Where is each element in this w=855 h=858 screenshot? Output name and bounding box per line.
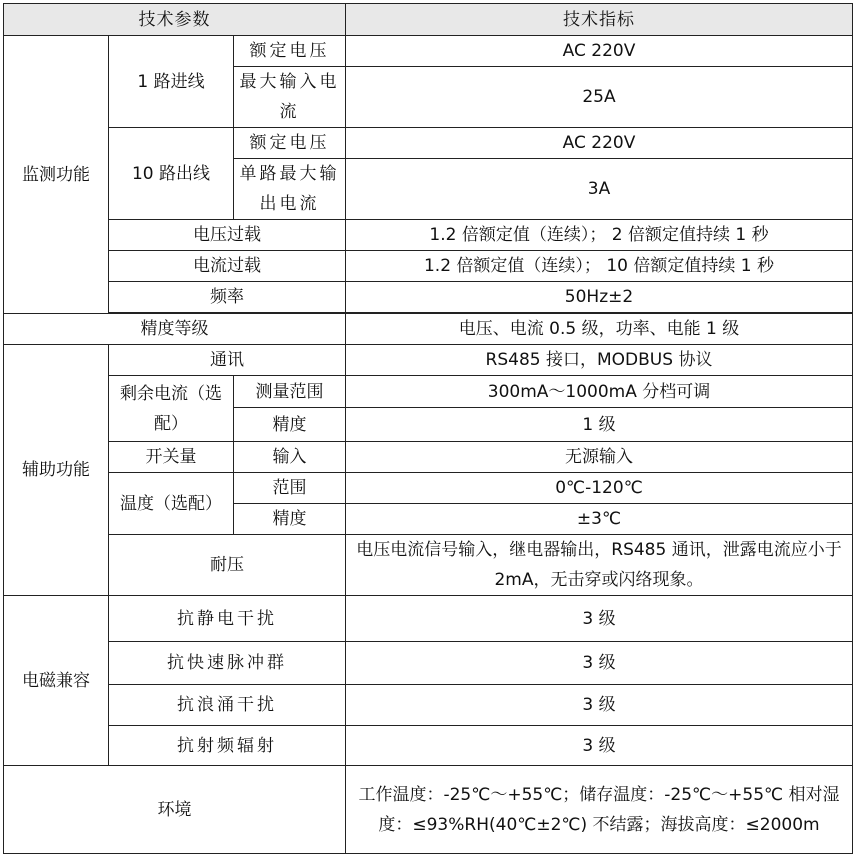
in-max-current-value: 25A	[346, 67, 853, 128]
in-rated-voltage-label: 额定电压	[234, 36, 346, 67]
out-single-max-value: 3A	[346, 159, 853, 220]
temp-range-value: 0℃-120℃	[346, 473, 853, 504]
residual-range-value: 300mA～1000mA 分档可调	[346, 376, 853, 408]
temp-range-label: 范围	[234, 473, 346, 504]
header-param: 技术参数	[4, 4, 346, 36]
accuracy-value: 电压、电流 0.5 级，功率、电能 1 级	[346, 314, 853, 345]
in-max-current-label: 最大输入电流	[234, 67, 346, 128]
group-emc: 电磁兼容	[4, 596, 109, 766]
residual-range-label: 测量范围	[234, 376, 346, 408]
frequency-label: 频率	[109, 282, 346, 313]
current-overload-value: 1.2 倍额定值（连续）； 10 倍额定值持续 1 秒	[346, 251, 853, 282]
emc-item-label: 抗浪涌干扰	[109, 685, 346, 726]
emc-item-label: 抗静电干扰	[109, 596, 346, 642]
emc-item-label: 抗快速脉冲群	[109, 642, 346, 685]
residual-precision-value: 1 级	[346, 408, 853, 442]
switch-label: 开关量	[109, 442, 234, 473]
accuracy-label: 精度等级	[4, 314, 346, 345]
header-row	[4, 4, 853, 36]
withstand-label: 耐压	[109, 535, 346, 596]
out-line-label: 10 路出线	[109, 128, 234, 220]
out-single-max-label: 单路最大输出电流	[234, 159, 346, 220]
temperature-label: 温度（选配）	[109, 473, 234, 535]
environment-value: 工作温度：-25℃～+55℃；储存温度：-25℃～+55℃ 相对湿度：≤93%RH(40℃±2℃) 不结露；海拔高度：≤2000m	[346, 766, 853, 854]
out-rated-voltage-value: AC 220V	[346, 128, 853, 159]
out-rated-voltage-label: 额定电压	[234, 128, 346, 159]
emc-item-value: 3 级	[346, 642, 853, 685]
switch-input-value: 无源输入	[346, 442, 853, 473]
emc-item-value: 3 级	[346, 685, 853, 726]
temp-precision-value: ±3℃	[346, 504, 853, 535]
residual-current-label: 剩余电流（选配）	[109, 376, 234, 442]
voltage-overload-label: 电压过载	[109, 220, 346, 251]
switch-input-label: 输入	[234, 442, 346, 473]
voltage-overload-value: 1.2 倍额定值（连续）； 2 倍额定值持续 1 秒	[346, 220, 853, 251]
spec-table	[3, 3, 853, 854]
emc-item-value: 3 级	[346, 596, 853, 642]
in-line-label: 1 路进线	[109, 36, 234, 128]
emc-item-label: 抗射频辐射	[109, 726, 346, 766]
in-rated-voltage-value: AC 220V	[346, 36, 853, 67]
residual-precision-label: 精度	[234, 408, 346, 442]
current-overload-label: 电流过载	[109, 251, 346, 282]
withstand-value: 电压电流信号输入，继电器输出，RS485 通讯，泄露电流应小于 2mA，无击穿或闪络现象。	[346, 535, 853, 596]
environment-label: 环境	[4, 766, 346, 854]
header-spec: 技术指标	[346, 4, 853, 36]
comm-label: 通讯	[109, 345, 346, 376]
group-aux: 辅助功能	[4, 345, 109, 596]
frequency-value: 50Hz±2	[346, 282, 853, 313]
emc-item-value: 3 级	[346, 726, 853, 766]
comm-value: RS485 接口，MODBUS 协议	[346, 345, 853, 376]
group-monitor: 监测功能	[4, 36, 109, 314]
temp-precision-label: 精度	[234, 504, 346, 535]
